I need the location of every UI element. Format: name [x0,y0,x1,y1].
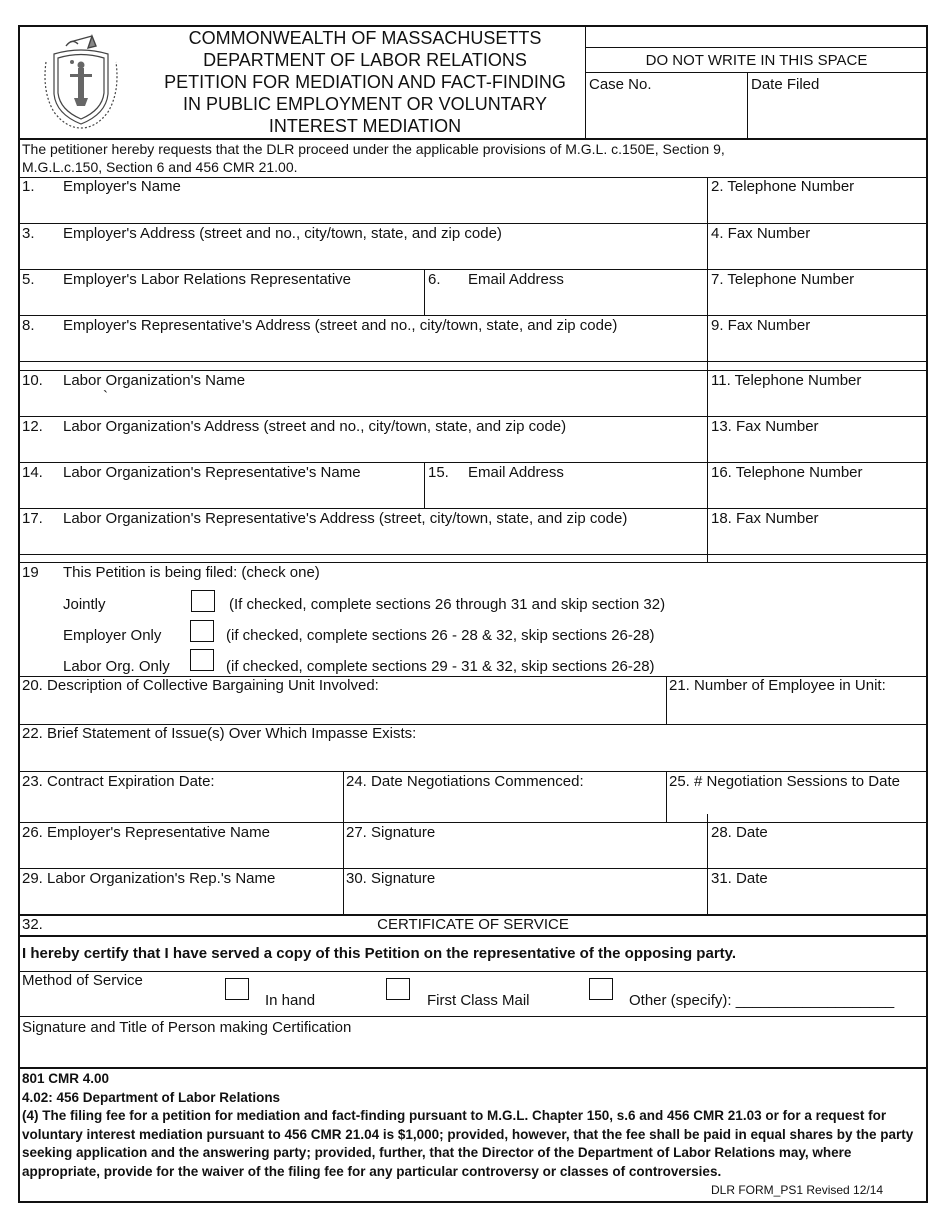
field-number: 17. [22,510,43,527]
in-hand-checkbox[interactable] [225,978,249,1000]
field-number: 32. [22,916,43,933]
form-id: DLR FORM_PS1 Revised 12/14 [711,1183,884,1197]
labor-org-fax-field[interactable]: 13. Fax Number [711,418,819,435]
labor-org-email-field[interactable]: Email Address [468,464,564,481]
method-of-service-label: Method of Service [22,972,143,989]
field-number: 6. [428,271,441,288]
option-jointly-label: Jointly [63,596,106,613]
labor-org-rep-name-field[interactable]: Labor Organization's Representative's Name [63,464,361,481]
filing-fee-text: (4) The filing fee for a petition for mediation and fact-finding pursuant to M.G.L. Chapter 150, s.6 and 456 CMR 21.03 or for a request for voluntary interest mediation pursuant to 456 CMR 21.04 is $1,000; provided, however, that the fee shall be paid in equal shares by the party seeking application and the answering party; provided, further, that the Director of the Department of Labor Relations may, where appropriate, provide for the waiver of the filing fee for any particular controversy or classes of controversies. [22,1108,914,1179]
title-line: DEPARTMENT OF LABOR RELATIONS [203,50,527,70]
field-number: 1. [22,178,35,195]
title-line: INTEREST MEDIATION [268,116,462,136]
labor-org-name-field[interactable]: Labor Organization's Name [63,372,246,389]
negotiations-commenced-field[interactable]: 24. Date Negotiations Commenced: [346,773,584,790]
field-number: 3. [22,225,35,242]
option-note: (if checked, complete sections 26 - 28 & 32, skip sections 26-28) [226,627,655,644]
labor-org-rep-telephone-field[interactable]: 16. Telephone Number [711,464,863,481]
in-hand-label: In hand [265,992,316,1009]
intro-text: The petitioner hereby requests that the DLR proceed under the applicable provisions of M.G.L. c.150E, Section 9, [22,141,725,157]
field-number: 15. [428,464,449,481]
impasse-issues-field[interactable]: 22. Brief Statement of Issue(s) Over Which Impasse Exists: [22,725,417,742]
labor-org-signature-field[interactable]: 30. Signature [346,870,436,887]
other-method-checkbox[interactable] [589,978,613,1000]
regulation-notice [22,1070,926,1181]
regulation-code: 801 CMR 4.00 [22,1071,110,1086]
other-method-field[interactable]: Other (specify): ___________________ [629,992,895,1009]
case-no-field[interactable]: Case No. [589,76,652,93]
field-number: 5. [22,271,35,288]
employer-rep-address-field[interactable]: Employer's Representative's Address (street and no., city/town, state, and zip code) [63,317,618,334]
employer-signature-field[interactable]: 27. Signature [346,824,436,841]
negotiation-sessions-field[interactable]: 25. # Negotiation Sessions to Date [669,773,900,790]
employer-rep-fax-field[interactable]: 9. Fax Number [711,317,811,334]
field-number: 12. [22,418,43,435]
first-class-mail-label: First Class Mail [427,992,530,1009]
employer-telephone-field[interactable]: 2. Telephone Number [711,178,855,195]
filing-type-label: This Petition is being filed: (check one) [63,564,320,581]
certificate-title: CERTIFICATE OF SERVICE [377,916,569,933]
jointly-checkbox[interactable] [191,590,215,612]
field-number: 19 [22,564,39,581]
certifier-signature-field[interactable]: Signature and Title of Person making Certification [22,1019,352,1036]
field-number: 8. [22,317,35,334]
employer-only-checkbox[interactable] [190,620,214,642]
employer-rep-telephone-field[interactable]: 7. Telephone Number [711,271,855,288]
employer-email-field[interactable]: Email Address [468,271,564,288]
labor-org-rep-name-sign-field[interactable]: 29. Labor Organization's Rep.'s Name [22,870,276,887]
employer-fax-field[interactable]: 4. Fax Number [711,225,811,242]
employee-count-field[interactable]: 21. Number of Employee in Unit: [669,677,886,694]
labor-org-rep-address-field[interactable]: Labor Organization's Representative's Address (street, city/town, state, and zip code) [63,510,628,527]
date-filed-field[interactable]: Date Filed [751,76,820,93]
regulation-section: 4.02: 456 Department of Labor Relations [22,1089,281,1105]
field-number: 10. [22,372,43,389]
option-labor-org-only-label: Labor Org. Only [63,658,170,675]
title-line: IN PUBLIC EMPLOYMENT OR VOLUNTARY [182,94,548,114]
labor-org-telephone-field[interactable]: 11. Telephone Number [711,372,862,389]
contract-expiration-field[interactable]: 23. Contract Expiration Date: [22,773,215,790]
certification-statement: I hereby certify that I have served a copy of this Petition on the representative of the opposing party. [22,945,737,962]
labor-org-rep-fax-field[interactable]: 18. Fax Number [711,510,819,527]
form-title [100,27,630,137]
employer-representative-field[interactable]: Employer's Labor Relations Representative [63,271,352,288]
field-number: 14. [22,464,43,481]
employer-date-field[interactable]: 28. Date [711,824,768,841]
intro-text: M.G.L.c.150, Section 6 and 456 CMR 21.00. [22,159,298,175]
labor-org-date-field[interactable]: 31. Date [711,870,768,887]
title-line: PETITION FOR MEDIATION AND FACT-FINDING [164,72,566,92]
option-employer-only-label: Employer Only [63,627,162,644]
employer-rep-name-field[interactable]: 26. Employer's Representative Name [22,824,270,841]
stray-mark: ` [103,388,108,405]
employer-name-field[interactable]: Employer's Name [63,178,181,195]
title-line: COMMONWEALTH OF MASSACHUSETTS [188,28,542,48]
option-note: (if checked, complete sections 29 - 31 & 32, skip sections 26-28) [226,658,655,675]
bargaining-unit-field[interactable]: 20. Description of Collective Bargaining Unit Involved: [22,677,379,694]
office-use-label: DO NOT WRITE IN THIS SPACE [645,52,868,69]
option-note: (If checked, complete sections 26 through 31 and skip section 32) [229,596,666,613]
employer-address-field[interactable]: Employer's Address (street and no., city/town, state, and zip code) [63,225,502,242]
labor-org-only-checkbox[interactable] [190,649,214,671]
labor-org-address-field[interactable]: Labor Organization's Address (street and no., city/town, state, and zip code) [63,418,567,435]
first-class-mail-checkbox[interactable] [386,978,410,1000]
